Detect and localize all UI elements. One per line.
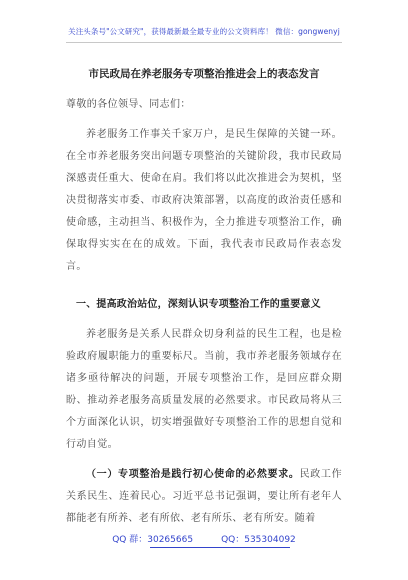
spacer <box>66 456 342 464</box>
document-body <box>66 94 342 530</box>
section-paragraph: 养老服务是关系人民群众切身利益的民生工程，也是检验政府履职能力的重要标尺。当前，我市养老服务领域存在诸多亟待解决的问题，开展专项整治工作，是回应群众期盼、推动养老服务高质量发展的必然要求。市民政局将从三个方面深化认识，切实增强做好专项整治工作的思想自觉和行动自觉。 <box>66 329 342 450</box>
spacer <box>66 278 342 286</box>
subsection-heading: （一）专项整治是践行初心使命的必然要求。 <box>86 469 300 480</box>
salutation: 尊敬的各位领导、同志们： <box>66 99 191 110</box>
intro-paragraph: 养老服务工作事关千家万户，是民生保障的关键一环。在全市养老服务突出问题专项整治的关键阶段，我市民政局深感责任重大、使命在肩。我们将以此次推进会为契机，坚决贯彻落实市委、市政府决策部署，以高度的政治责任感和使命感，主动担当、积极作为，全力推进专项整治工作，确保取得实实在在的成效。下面，我代表市民政局作表态发言。 <box>66 129 342 272</box>
document-title: 市民政局在养老服务专项整治推进会上的表态发言 <box>88 68 320 80</box>
section-heading: 一、提高政治站位，深刻认识专项整治工作的重要意义 <box>76 299 321 310</box>
footer-underline <box>150 547 290 548</box>
header-promo-note: 关注头条号"公文研究"，获得最新最全最专业的公文资料库！ 微信：gongwenyj <box>68 27 340 36</box>
header-divider <box>66 42 342 43</box>
subsection-paragraph <box>66 464 342 530</box>
footer-contact <box>0 532 408 545</box>
footer-qq: QQ：535304092 <box>221 535 296 545</box>
footer-qq-group: QQ 群：30265665 <box>112 535 194 545</box>
subsection-text: 民政工作关系民生、连着民心。习近平总书记强调，要让所有老年人都能老有所养、老有所依、老有所乐、老有所安。随着 <box>66 469 342 524</box>
